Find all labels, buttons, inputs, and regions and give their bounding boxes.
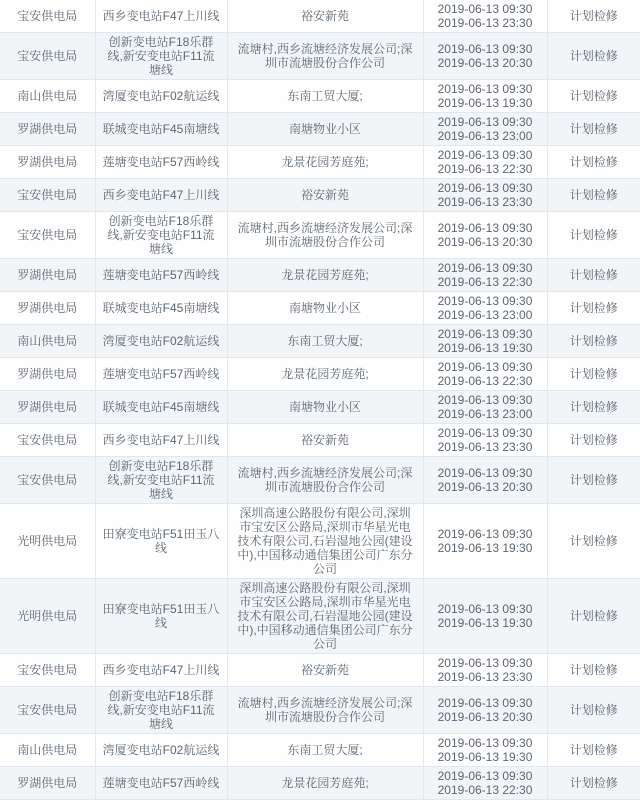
bureau-cell: 宝安供电局 bbox=[0, 179, 95, 212]
bureau-cell: 南山供电局 bbox=[0, 80, 95, 113]
time-cell bbox=[423, 767, 547, 800]
type-cell: 计划检修 bbox=[547, 80, 640, 113]
time-start: 2019-06-13 09:30 bbox=[437, 466, 533, 480]
area-cell: 南塘物业小区 bbox=[227, 113, 423, 146]
bureau-cell: 宝安供电局 bbox=[0, 457, 95, 504]
bureau-cell: 罗湖供电局 bbox=[0, 113, 95, 146]
line-cell: 莲塘变电站F57西岭线 bbox=[95, 146, 227, 179]
time-start: 2019-06-13 09:30 bbox=[437, 696, 533, 710]
type-cell: 计划检修 bbox=[547, 654, 640, 687]
line-cell: 莲塘变电站F57西岭线 bbox=[95, 259, 227, 292]
table-row bbox=[0, 391, 640, 424]
time-start: 2019-06-13 09:30 bbox=[437, 602, 533, 616]
type-cell: 计划检修 bbox=[547, 391, 640, 424]
time-cell bbox=[423, 579, 547, 654]
table-row bbox=[0, 80, 640, 113]
area-cell: 东南工贸大厦; bbox=[227, 325, 423, 358]
time-cell bbox=[423, 734, 547, 767]
bureau-cell: 光明供电局 bbox=[0, 579, 95, 654]
time-start: 2019-06-13 09:30 bbox=[437, 327, 533, 341]
bureau-cell: 宝安供电局 bbox=[0, 0, 95, 33]
bureau-cell: 罗湖供电局 bbox=[0, 391, 95, 424]
time-start: 2019-06-13 09:30 bbox=[437, 294, 533, 308]
table-row bbox=[0, 146, 640, 179]
time-start: 2019-06-13 09:30 bbox=[437, 360, 533, 374]
time-end: 2019-06-13 20:30 bbox=[437, 235, 533, 249]
time-end: 2019-06-13 20:30 bbox=[437, 56, 533, 70]
table-row bbox=[0, 179, 640, 212]
type-cell: 计划检修 bbox=[547, 113, 640, 146]
time-end: 2019-06-13 23:00 bbox=[437, 407, 533, 421]
table-row bbox=[0, 424, 640, 457]
time-end: 2019-06-13 23:30 bbox=[437, 440, 533, 454]
time-cell bbox=[423, 457, 547, 504]
area-cell: 深圳高速公路股份有限公司,深圳市宝安区公路局,深圳市华星光电技术有限公司,石岩湿地公园(建设中),中国移动通信集团公司广东分公司 bbox=[227, 504, 423, 579]
area-cell: 深圳高速公路股份有限公司,深圳市宝安区公路局,深圳市华星光电技术有限公司,石岩湿地公园(建设中),中国移动通信集团公司广东分公司 bbox=[227, 579, 423, 654]
time-end: 2019-06-13 23:00 bbox=[437, 129, 533, 143]
line-cell: 创新变电站F18乐群线,新安变电站F11流塘线 bbox=[95, 457, 227, 504]
time-start: 2019-06-13 09:30 bbox=[437, 82, 533, 96]
area-cell: 流塘村,西乡流塘经济发展公司;深圳市流塘股份合作公司 bbox=[227, 687, 423, 734]
time-start: 2019-06-13 09:30 bbox=[437, 2, 533, 16]
time-cell bbox=[423, 113, 547, 146]
bureau-cell: 罗湖供电局 bbox=[0, 358, 95, 391]
type-cell: 计划检修 bbox=[547, 767, 640, 800]
time-end: 2019-06-13 23:30 bbox=[437, 16, 533, 30]
type-cell: 计划检修 bbox=[547, 687, 640, 734]
time-end: 2019-06-13 23:30 bbox=[437, 670, 533, 684]
line-cell: 湾厦变电站F02航运线 bbox=[95, 734, 227, 767]
time-end: 2019-06-13 19:30 bbox=[437, 616, 533, 630]
bureau-cell: 罗湖供电局 bbox=[0, 259, 95, 292]
time-start: 2019-06-13 09:30 bbox=[437, 181, 533, 195]
time-end: 2019-06-13 19:30 bbox=[437, 96, 533, 110]
time-start: 2019-06-13 09:30 bbox=[437, 221, 533, 235]
bureau-cell: 宝安供电局 bbox=[0, 654, 95, 687]
time-cell bbox=[423, 292, 547, 325]
line-cell: 湾厦变电站F02航运线 bbox=[95, 80, 227, 113]
time-end: 2019-06-13 20:30 bbox=[437, 480, 533, 494]
time-end: 2019-06-13 22:30 bbox=[437, 162, 533, 176]
table-row bbox=[0, 734, 640, 767]
area-cell: 东南工贸大厦; bbox=[227, 734, 423, 767]
time-cell bbox=[423, 391, 547, 424]
time-cell bbox=[423, 424, 547, 457]
table-row bbox=[0, 33, 640, 80]
line-cell: 西乡变电站F47上川线 bbox=[95, 0, 227, 33]
time-cell bbox=[423, 212, 547, 259]
time-end: 2019-06-13 19:30 bbox=[437, 341, 533, 355]
area-cell: 流塘村,西乡流塘经济发展公司;深圳市流塘股份合作公司 bbox=[227, 212, 423, 259]
area-cell: 裕安新苑 bbox=[227, 0, 423, 33]
table-row bbox=[0, 292, 640, 325]
bureau-cell: 南山供电局 bbox=[0, 734, 95, 767]
time-start: 2019-06-13 09:30 bbox=[437, 527, 533, 541]
time-cell bbox=[423, 687, 547, 734]
line-cell: 莲塘变电站F57西岭线 bbox=[95, 358, 227, 391]
line-cell: 莲塘变电站F57西岭线 bbox=[95, 767, 227, 800]
time-end: 2019-06-13 23:00 bbox=[437, 308, 533, 322]
type-cell: 计划检修 bbox=[547, 0, 640, 33]
time-cell bbox=[423, 146, 547, 179]
line-cell: 联城变电站F45南塘线 bbox=[95, 292, 227, 325]
bureau-cell: 罗湖供电局 bbox=[0, 767, 95, 800]
area-cell: 龙景花园芳庭苑; bbox=[227, 767, 423, 800]
line-cell: 西乡变电站F47上川线 bbox=[95, 654, 227, 687]
bureau-cell: 罗湖供电局 bbox=[0, 292, 95, 325]
time-start: 2019-06-13 09:30 bbox=[437, 393, 533, 407]
time-start: 2019-06-13 09:30 bbox=[437, 148, 533, 162]
time-end: 2019-06-13 20:30 bbox=[437, 710, 533, 724]
table-row bbox=[0, 325, 640, 358]
line-cell: 西乡变电站F47上川线 bbox=[95, 424, 227, 457]
time-cell bbox=[423, 80, 547, 113]
time-cell bbox=[423, 504, 547, 579]
time-start: 2019-06-13 09:30 bbox=[437, 656, 533, 670]
area-cell: 裕安新苑 bbox=[227, 179, 423, 212]
time-cell bbox=[423, 259, 547, 292]
table-row bbox=[0, 0, 640, 33]
line-cell: 创新变电站F18乐群线,新安变电站F11流塘线 bbox=[95, 212, 227, 259]
type-cell: 计划检修 bbox=[547, 424, 640, 457]
table-row bbox=[0, 457, 640, 504]
time-cell bbox=[423, 654, 547, 687]
time-end: 2019-06-13 22:30 bbox=[437, 374, 533, 388]
table-row bbox=[0, 767, 640, 800]
type-cell: 计划检修 bbox=[547, 325, 640, 358]
line-cell: 联城变电站F45南塘线 bbox=[95, 391, 227, 424]
line-cell: 田寮变电站F51田玉八线 bbox=[95, 504, 227, 579]
bureau-cell: 宝安供电局 bbox=[0, 212, 95, 259]
type-cell: 计划检修 bbox=[547, 457, 640, 504]
bureau-cell: 宝安供电局 bbox=[0, 424, 95, 457]
line-cell: 湾厦变电站F02航运线 bbox=[95, 325, 227, 358]
line-cell: 田寮变电站F51田玉八线 bbox=[95, 579, 227, 654]
time-cell bbox=[423, 325, 547, 358]
time-cell bbox=[423, 179, 547, 212]
area-cell: 龙景花园芳庭苑; bbox=[227, 146, 423, 179]
table-row bbox=[0, 113, 640, 146]
table-row bbox=[0, 654, 640, 687]
type-cell: 计划检修 bbox=[547, 579, 640, 654]
bureau-cell: 光明供电局 bbox=[0, 504, 95, 579]
table-row bbox=[0, 579, 640, 654]
time-end: 2019-06-13 19:30 bbox=[437, 541, 533, 555]
bureau-cell: 罗湖供电局 bbox=[0, 146, 95, 179]
line-cell: 创新变电站F18乐群线,新安变电站F11流塘线 bbox=[95, 33, 227, 80]
area-cell: 南塘物业小区 bbox=[227, 391, 423, 424]
area-cell: 裕安新苑 bbox=[227, 654, 423, 687]
time-cell bbox=[423, 0, 547, 33]
area-cell: 东南工贸大厦; bbox=[227, 80, 423, 113]
time-end: 2019-06-13 22:30 bbox=[437, 783, 533, 797]
area-cell: 流塘村,西乡流塘经济发展公司;深圳市流塘股份合作公司 bbox=[227, 33, 423, 80]
area-cell: 龙景花园芳庭苑; bbox=[227, 358, 423, 391]
type-cell: 计划检修 bbox=[547, 358, 640, 391]
time-cell bbox=[423, 358, 547, 391]
time-start: 2019-06-13 09:30 bbox=[437, 736, 533, 750]
type-cell: 计划检修 bbox=[547, 292, 640, 325]
time-cell bbox=[423, 33, 547, 80]
type-cell: 计划检修 bbox=[547, 734, 640, 767]
time-start: 2019-06-13 09:30 bbox=[437, 426, 533, 440]
time-start: 2019-06-13 09:30 bbox=[437, 42, 533, 56]
time-end: 2019-06-13 22:30 bbox=[437, 275, 533, 289]
type-cell: 计划检修 bbox=[547, 146, 640, 179]
type-cell: 计划检修 bbox=[547, 179, 640, 212]
bureau-cell: 宝安供电局 bbox=[0, 687, 95, 734]
table-row bbox=[0, 259, 640, 292]
bureau-cell: 南山供电局 bbox=[0, 325, 95, 358]
table-row bbox=[0, 687, 640, 734]
bureau-cell: 宝安供电局 bbox=[0, 33, 95, 80]
line-cell: 创新变电站F18乐群线,新安变电站F11流塘线 bbox=[95, 687, 227, 734]
table-row bbox=[0, 358, 640, 391]
time-end: 2019-06-13 23:30 bbox=[437, 195, 533, 209]
table-row bbox=[0, 212, 640, 259]
type-cell: 计划检修 bbox=[547, 33, 640, 80]
time-end: 2019-06-13 19:30 bbox=[437, 750, 533, 764]
table-row bbox=[0, 504, 640, 579]
area-cell: 流塘村,西乡流塘经济发展公司;深圳市流塘股份合作公司 bbox=[227, 457, 423, 504]
time-start: 2019-06-13 09:30 bbox=[437, 115, 533, 129]
line-cell: 联城变电站F45南塘线 bbox=[95, 113, 227, 146]
line-cell: 西乡变电站F47上川线 bbox=[95, 179, 227, 212]
type-cell: 计划检修 bbox=[547, 212, 640, 259]
time-start: 2019-06-13 09:30 bbox=[437, 261, 533, 275]
area-cell: 裕安新苑 bbox=[227, 424, 423, 457]
area-cell: 南塘物业小区 bbox=[227, 292, 423, 325]
type-cell: 计划检修 bbox=[547, 259, 640, 292]
type-cell: 计划检修 bbox=[547, 504, 640, 579]
time-start: 2019-06-13 09:30 bbox=[437, 769, 533, 783]
area-cell: 龙景花园芳庭苑; bbox=[227, 259, 423, 292]
